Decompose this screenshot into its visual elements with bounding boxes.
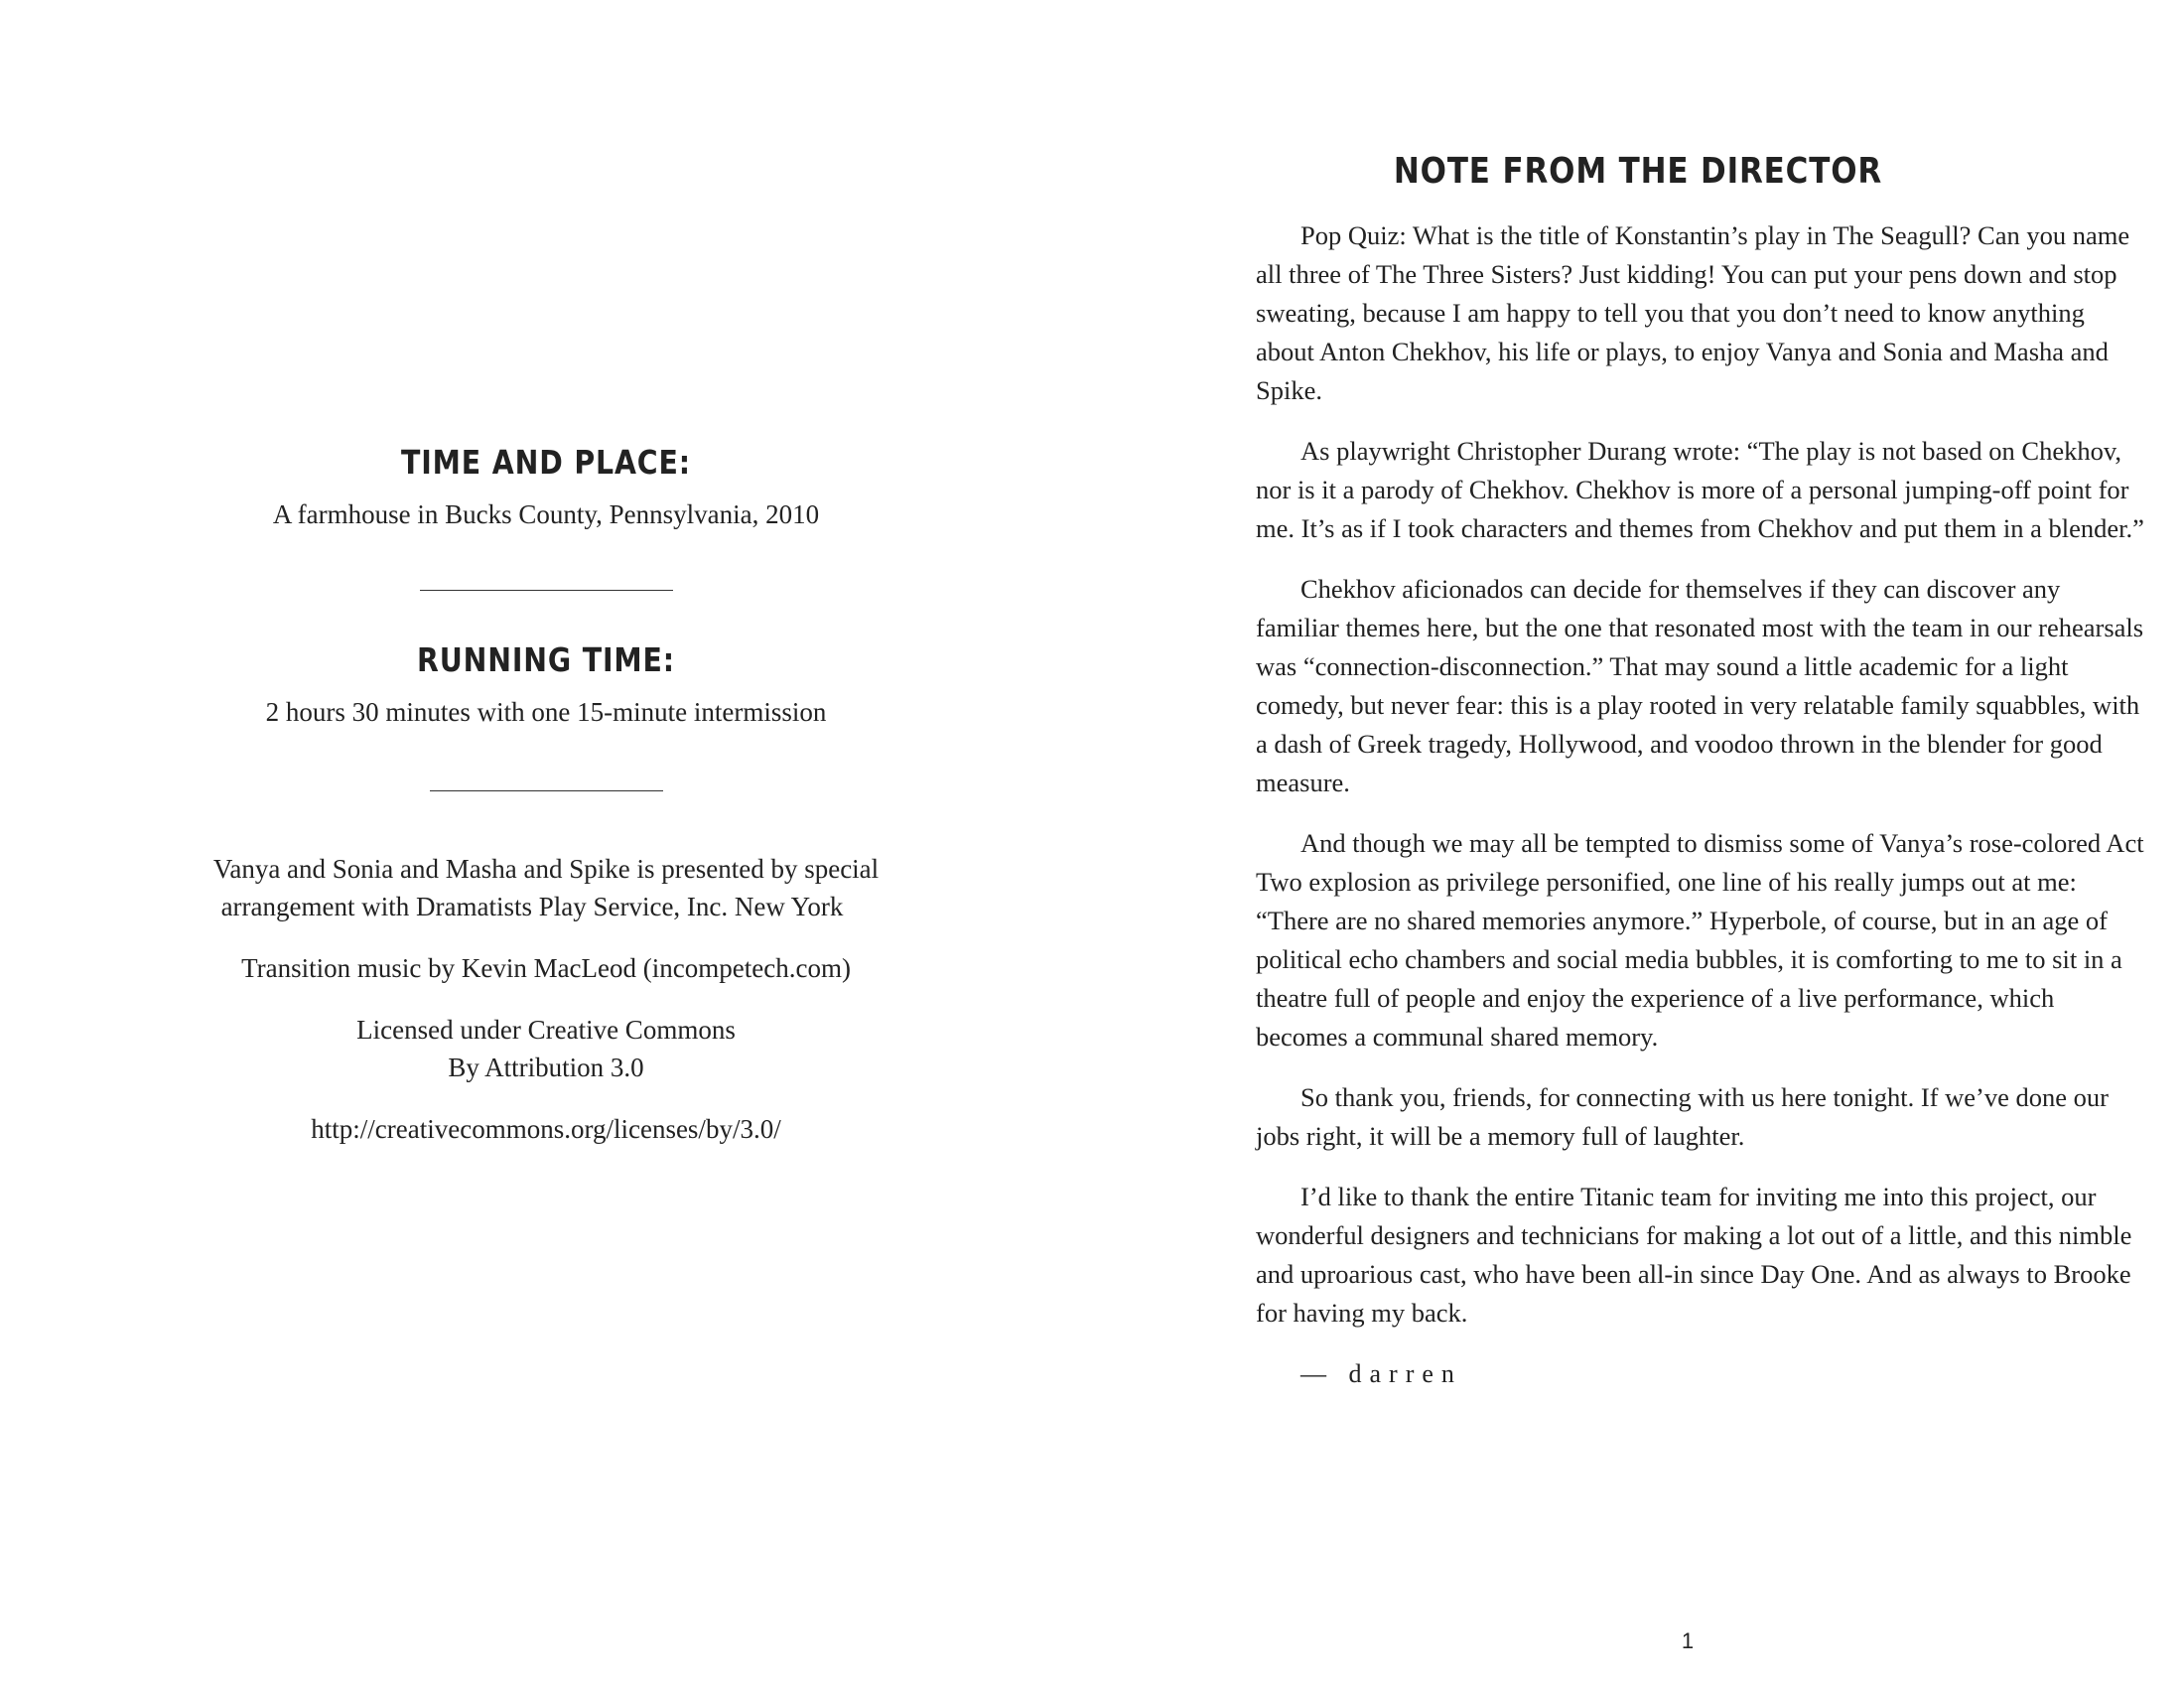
music-credit: Transition music by Kevin MacLeod (incompetech.com) [241,953,851,983]
note-paragraph: I’d like to thank the entire Titanic team for inviting me into this project, our wonderful designers and technicians for making a lot out of a little, and this nimble and uproarious cast, who have been all-in since Day One. And as always to Brooke for having my back. [1256,1182,2132,1328]
running-time-heading: RUNNING TIME: [417,640,675,679]
arrangement-line-1: Vanya and Sonia and Masha and Spike is presented by special [212,854,880,884]
note-paragraph: So thank you, friends, for connecting with us here tonight. If we’ve done our jobs right, it will be a memory full of laughter. [1256,1082,2109,1151]
note-paragraph: And though we may all be tempted to dismiss some of Vanya’s rose-colored Act Two explosion as privilege personified, one line of his really jumps out at me: “There are no shared memories anymore.” Hyperbole, of course, but in an age of political echo chambers and social media bubbles, it is comforting to me to sit in a theatre full of people and enjoy the experience of a live performance, which becomes a communal shared memory. [1256,828,2144,1052]
signature: — darren [1300,1359,1462,1388]
time-and-place-section [149,443,943,533]
divider-1 [149,590,943,591]
note-paragraph: Pop Quiz: What is the title of Konstantin’s play in The Seagull? Can you name all three of The Three Sisters? Just kidding! You can put your pens down and stop sweating, because I am happy to tell you that you don’t need to know anything about Anton Chekhov, his life or plays, to enjoy Vanya and Sonia and Masha and Spike. [1256,220,2130,405]
credits-section [149,850,943,1148]
time-and-place-text: A farmhouse in Bucks County, Pennsylvania, 2010 [272,499,820,529]
divider-2 [149,790,943,791]
note-paragraph: As playwright Christopher Durang wrote: “The play is not based on Chekhov, nor is it a parody of Chekhov. Chekhov is more of a personal jumping-off point for me. It’s as if I took characters and themes from Chekhov and put them in a blender.” [1256,436,2144,543]
right-page [1092,0,2184,1688]
running-time-text: 2 hours 30 minutes with one 15-minute intermission [265,697,827,727]
license-line-1: Licensed under Creative Commons [356,1015,736,1045]
arrangement-line-2: arrangement with Dramatists Play Service, Inc. New York [220,892,844,921]
director-note-title: NOTE FROM THE DIRECTOR [1393,151,1883,192]
time-and-place-heading: TIME AND PLACE: [401,443,691,482]
note-paragraph: Chekhov aficionados can decide for themselves if they can discover any familiar themes here, but the one that resonated most with the team in our rehearsals was “connection-disconnection.” That may sound a little academic for a light comedy, but never fear: this is a play rooted in very relatable family squabbles, with a dash of Greek tragedy, Hollywood, and voodoo thrown in the blender for good measure. [1256,574,2144,797]
license-line-2: By Attribution 3.0 [448,1053,644,1082]
running-time-section [149,640,943,731]
page-number: 1 [1681,1628,1695,1653]
license-url: http://creativecommons.org/licenses/by/3.0/ [311,1114,781,1144]
director-note-body [1256,216,2149,1393]
